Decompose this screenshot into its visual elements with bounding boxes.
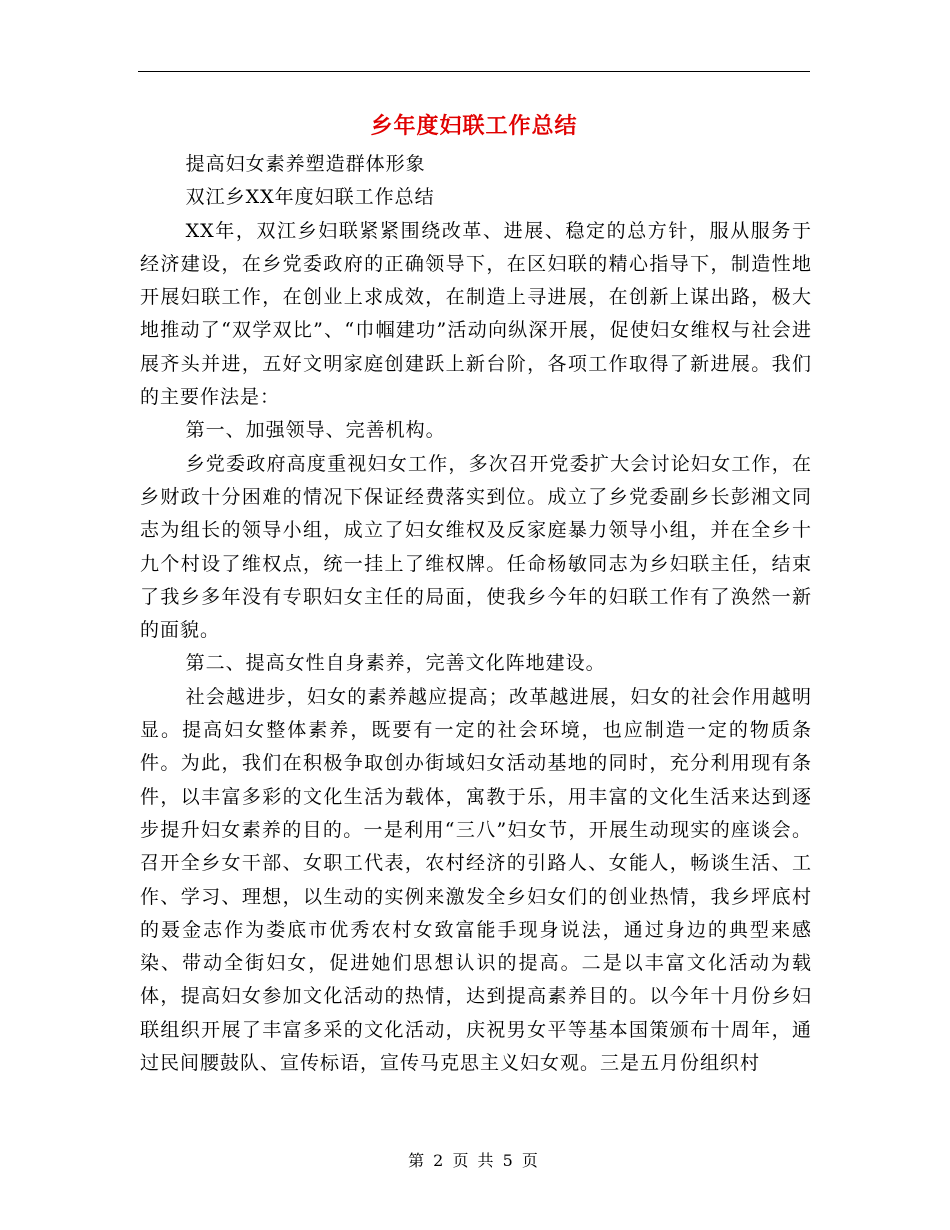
document-title: 乡年度妇联工作总结 — [370, 113, 578, 139]
section-paragraph-2: 社会越进步，妇女的素养越应提高；改革越进展，妇女的社会作用越明显。提高妇女整体素养，既要有一定的社会环境，也应制造一定的物质条件。为此，我们在积极争取创办街域妇女活动基地的同时，充分利用现有条件，以丰富多彩的文化生活为载体，寓教于乐，用丰富的文化生活来达到逐步提升妇女素养的目的。一是利用“三八”妇女节，开展生动现实的座谈会。召开全乡女干部、女职工代表，农村经济的引路人、女能人，畅谈生活、工作、学习、理想，以生动的实例来激发全乡妇女们的创业热情，我乡坪底村的聂金志作为娄底市优秀农村女致富能手现身说法，通过身边的典型来感染、带动全街妇女，促进她们思想认识的提高。二是以丰富文化活动为载体，提高妇女参加文化活动的热情，达到提高素养目的。以今年十月份乡妇联组织开展了丰富多采的文化活动，庆祝男女平等基本国策颁布十周年，通过民间腰鼓队、宣传标语，宣传马克思主义妇女观。三是五月份组织村 — [140, 685, 812, 1075]
section-paragraph-1: 乡党委政府高度重视妇女工作，多次召开党委扩大会讨论妇女工作，在乡财政十分困难的情况下保证经费落实到位。成立了乡党委副乡长彭湘文同志为组长的领导小组，成立了妇女维权及反家庭暴力领导小组，并在全乡十九个村设了维权点，统一挂上了维权牌。任命杨敏同志为乡妇联主任，结束了我乡多年没有专职妇女主任的局面，使我乡今年的妇联工作有了涣然一新的面貌。 — [140, 452, 812, 642]
section-heading-2: 第二、提高女性自身素养，完善文化阵地建设。 — [185, 652, 606, 675]
intro-paragraph: XX年，双江乡妇联紧紧围绕改革、进展、稳定的总方针，服从服务于经济建设，在乡党委政府的正确领导下，在区妇联的精心指导下，制造性地开展妇联工作，在创业上求成效，在制造上寻进展，在创新上谋出路，极大地推动了“双学双比”、“巾帼建功”活动向纵深开展，促使妇女维权与社会进展齐头并进，五好文明家庭创建跃上新台阶，各项工作取得了新进展。我们的主要作法是： — [140, 219, 812, 409]
header-rule — [138, 71, 810, 72]
report-heading: 双江乡XX年度妇联工作总结 — [185, 186, 435, 209]
document-body — [140, 148, 812, 1080]
section-heading-1: 第一、加强领导、完善机构。 — [185, 419, 446, 442]
page-footer: 第 2 页 共 5 页 — [408, 1151, 540, 1170]
subtitle-line: 提高妇女素养塑造群体形象 — [185, 153, 426, 175]
